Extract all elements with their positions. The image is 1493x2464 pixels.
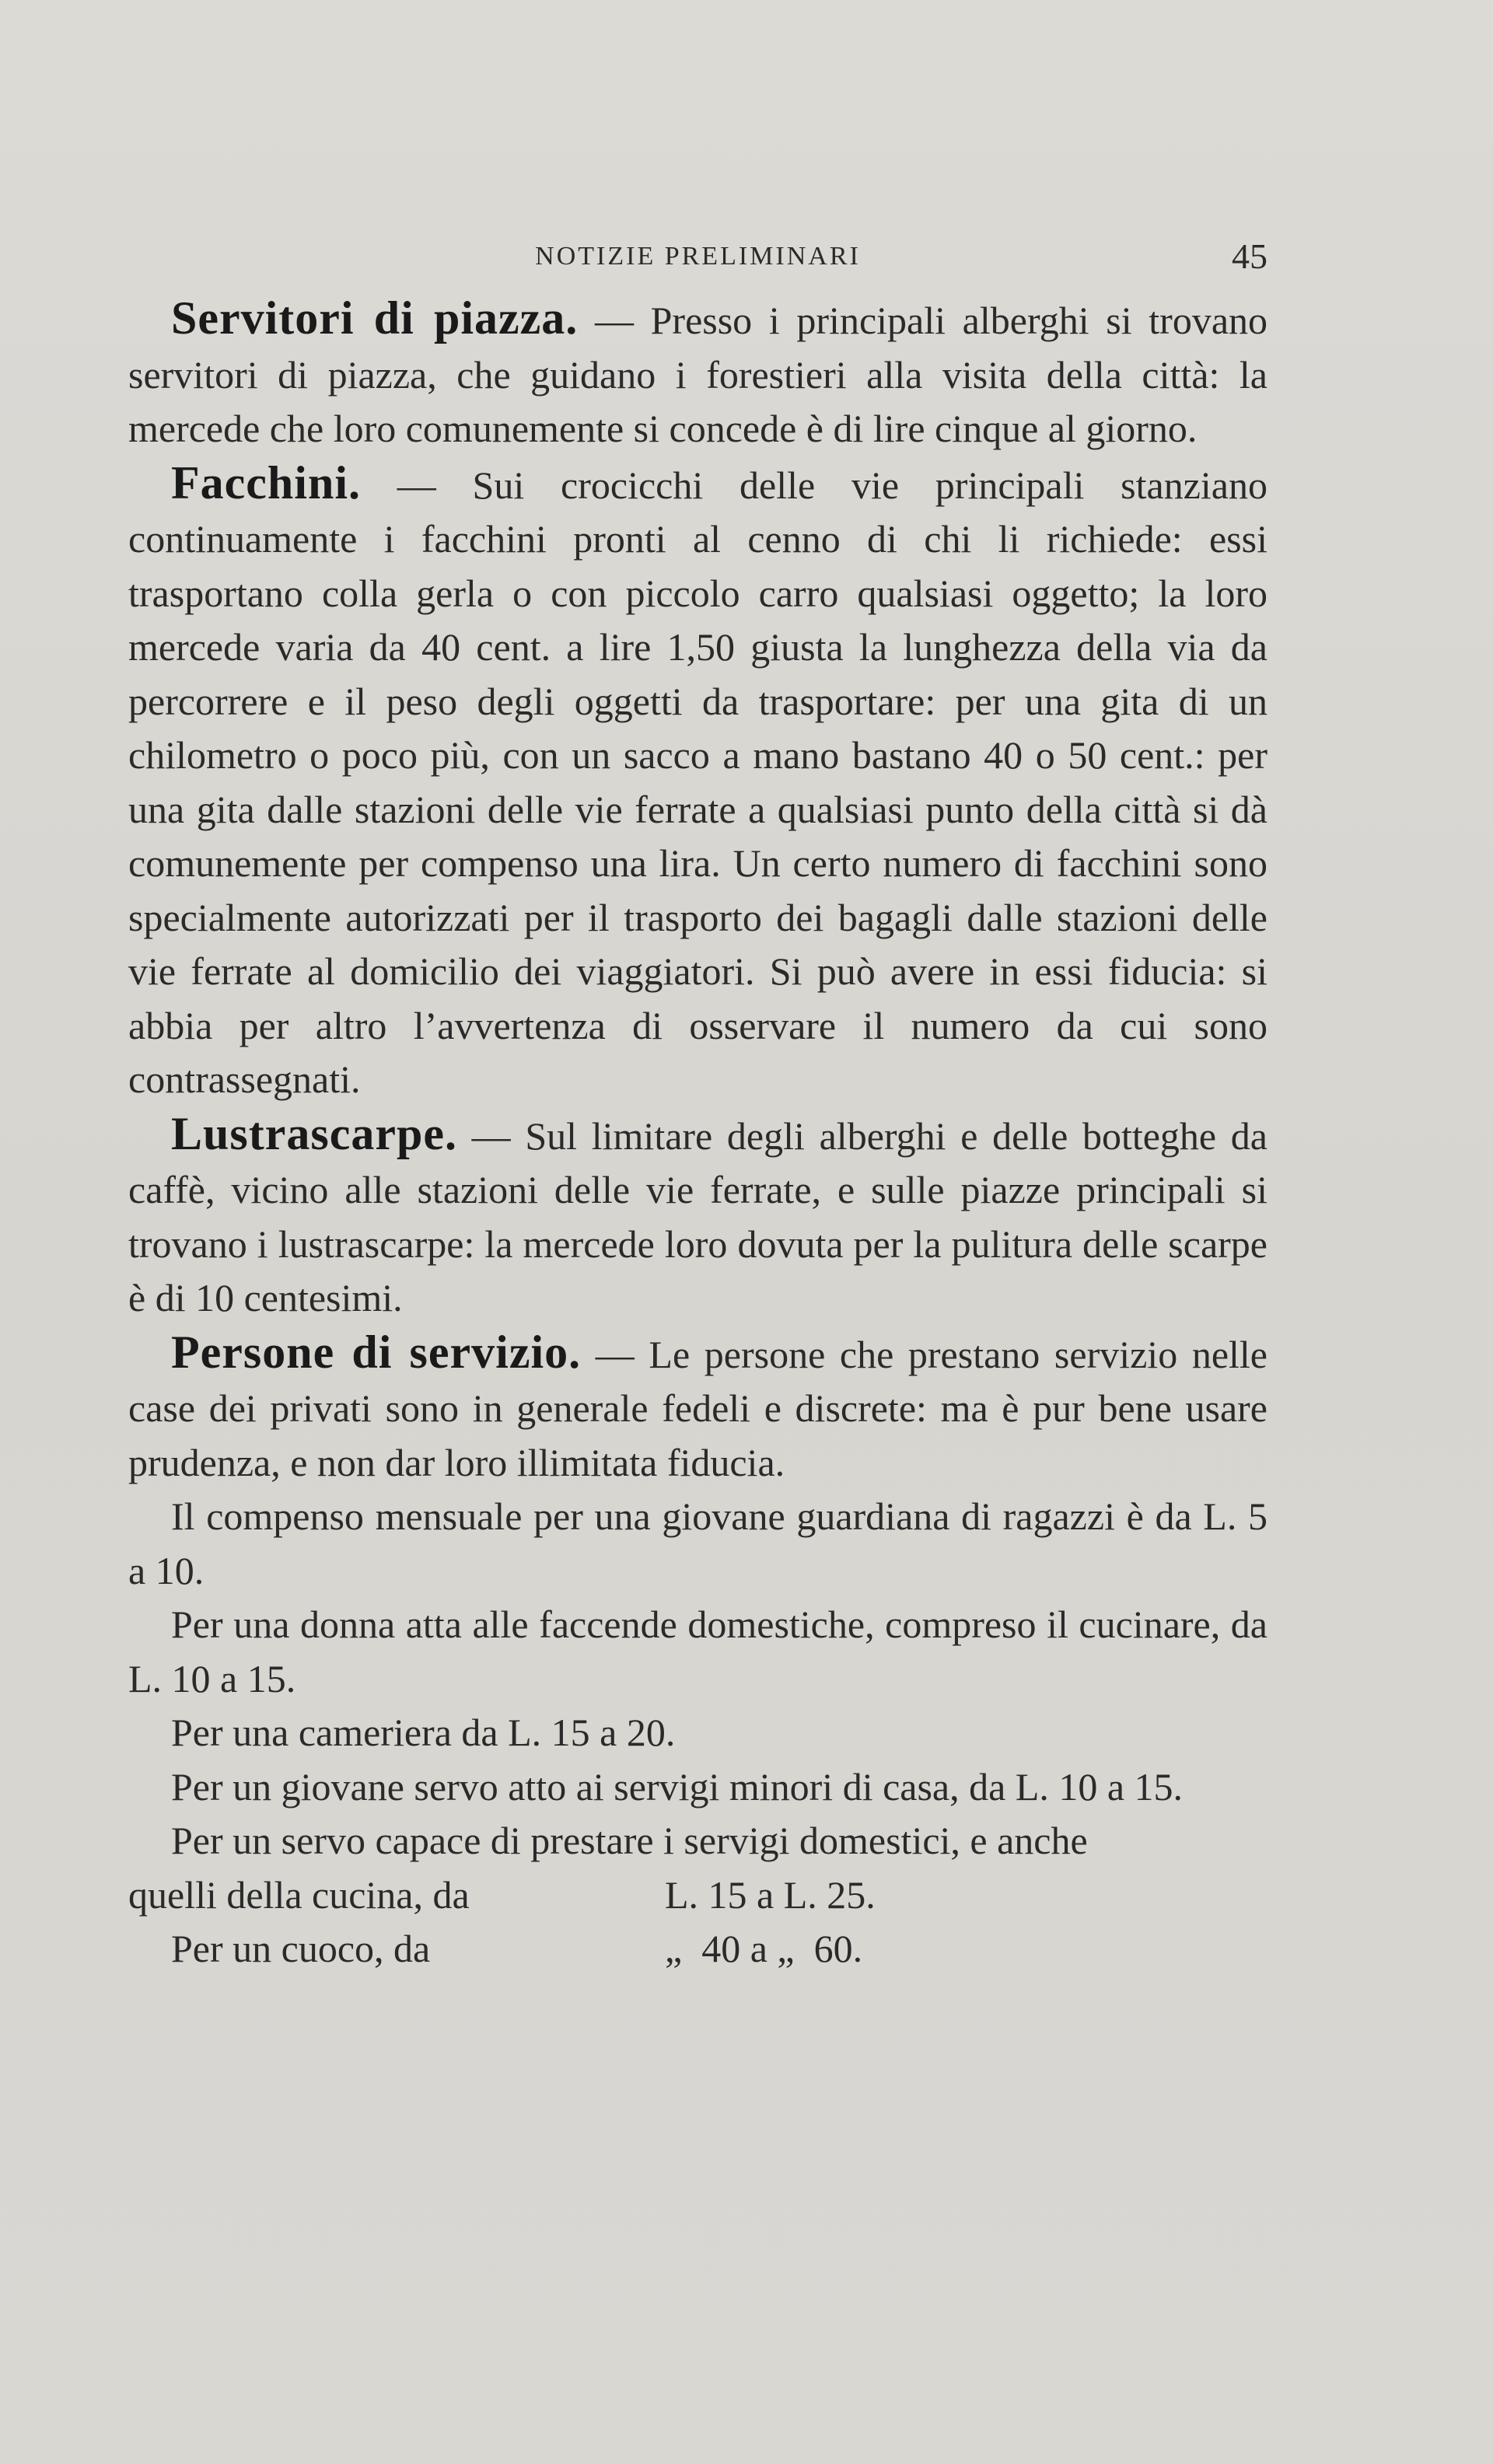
page-number: 45 [1232,236,1267,276]
wage-paragraph: Per una cameriera da L. 15 a 20. [171,1711,676,1754]
wage-paragraph: Per una donna atta alle faccende domestiche, compreso il cucinare, da L. 10 a 15. [128,1602,1267,1700]
section-heading: Lustrascarpe. [171,1107,457,1159]
text-column [128,229,1267,1976]
wage-paragraph: Il compenso mensuale per una giovane guardiana di ragazzi è da L. 5 a 10. [128,1494,1267,1592]
section-text: — Sui crocicchi delle vie principali stanziano continuamente i facchini pronti al cenno di chi li richiede: essi trasportano colla gerla o con piccolo carro qualsiasi oggetto; la loro mercede varia da 40 cent. a lire 1,50 giusta la lunghezza della via da percorrere e il peso degli oggetti da trasportare: per una gita di un chilometro o poco più, con un sacco a mano bastano 40 o 50 cent.: per una gita dalle stazioni delle vie ferrate a qualsiasi punto della città si dà comunemente per compenso una lira. Un certo numero di facchini sono specialmente autorizzati per il trasporto dei bagagli dalle stazioni delle vie ferrate al domicilio dei viaggiatori. Si può avere in essi fiducia: si abbia per altro l’avvertenza di osservare il numero da cui sono contrassegnati. [128,463,1268,1101]
wage-paragraph: Per un servo capace di prestare i servigi domestici, e anche [171,1819,1088,1862]
section-facchini [128,456,1267,1107]
section-text: — Presso i principali alberghi si trovano servitori di piazza, che guidano i forestieri alla visita della città: la mercede che loro comunemente si concede è di lire cinque al giorno. [128,299,1268,450]
wage-amount: L. 15 a L. 25. [665,1872,876,1917]
section-heading: Persone di servizio. [171,1326,582,1378]
section-heading: Facchini. [171,456,361,509]
running-title: NOTIZIE PRELIMINARI [535,242,861,271]
wage-label: quelli della cucina, da [128,1872,470,1917]
section-heading: Servitori di piazza. [171,292,579,344]
section-lustrascarpe [128,1107,1267,1326]
section-servitori [128,292,1267,456]
wage-label: Per un cuoco, da [171,1927,431,1970]
section-text: — Sul limitare degli alberghi e delle botteghe da caffè, vicino alle stazioni delle vie ferrate, e sulle piazze principali si trovano i lustrascarpe: la mercede loro dovuta per la pulitura delle scarpe è di 10 centesimi. [128,1113,1268,1319]
running-head [128,229,1267,292]
wage-paragraph: Per un giovane servo atto ai servigi minori di casa, da L. 10 a 15. [171,1764,1184,1809]
section-text: — Le persone che prestano servizio nelle case dei privati sono in generale fedeli e discrete: ma è pur bene usare prudenza, e non dar loro illimitata fiducia. [128,1332,1267,1484]
wage-row [128,1868,1267,1923]
section-persone-di-servizio [128,1326,1267,1491]
wage-row [128,1922,1267,1976]
wage-amount: „ 40 a „ 60. [665,1927,863,1970]
